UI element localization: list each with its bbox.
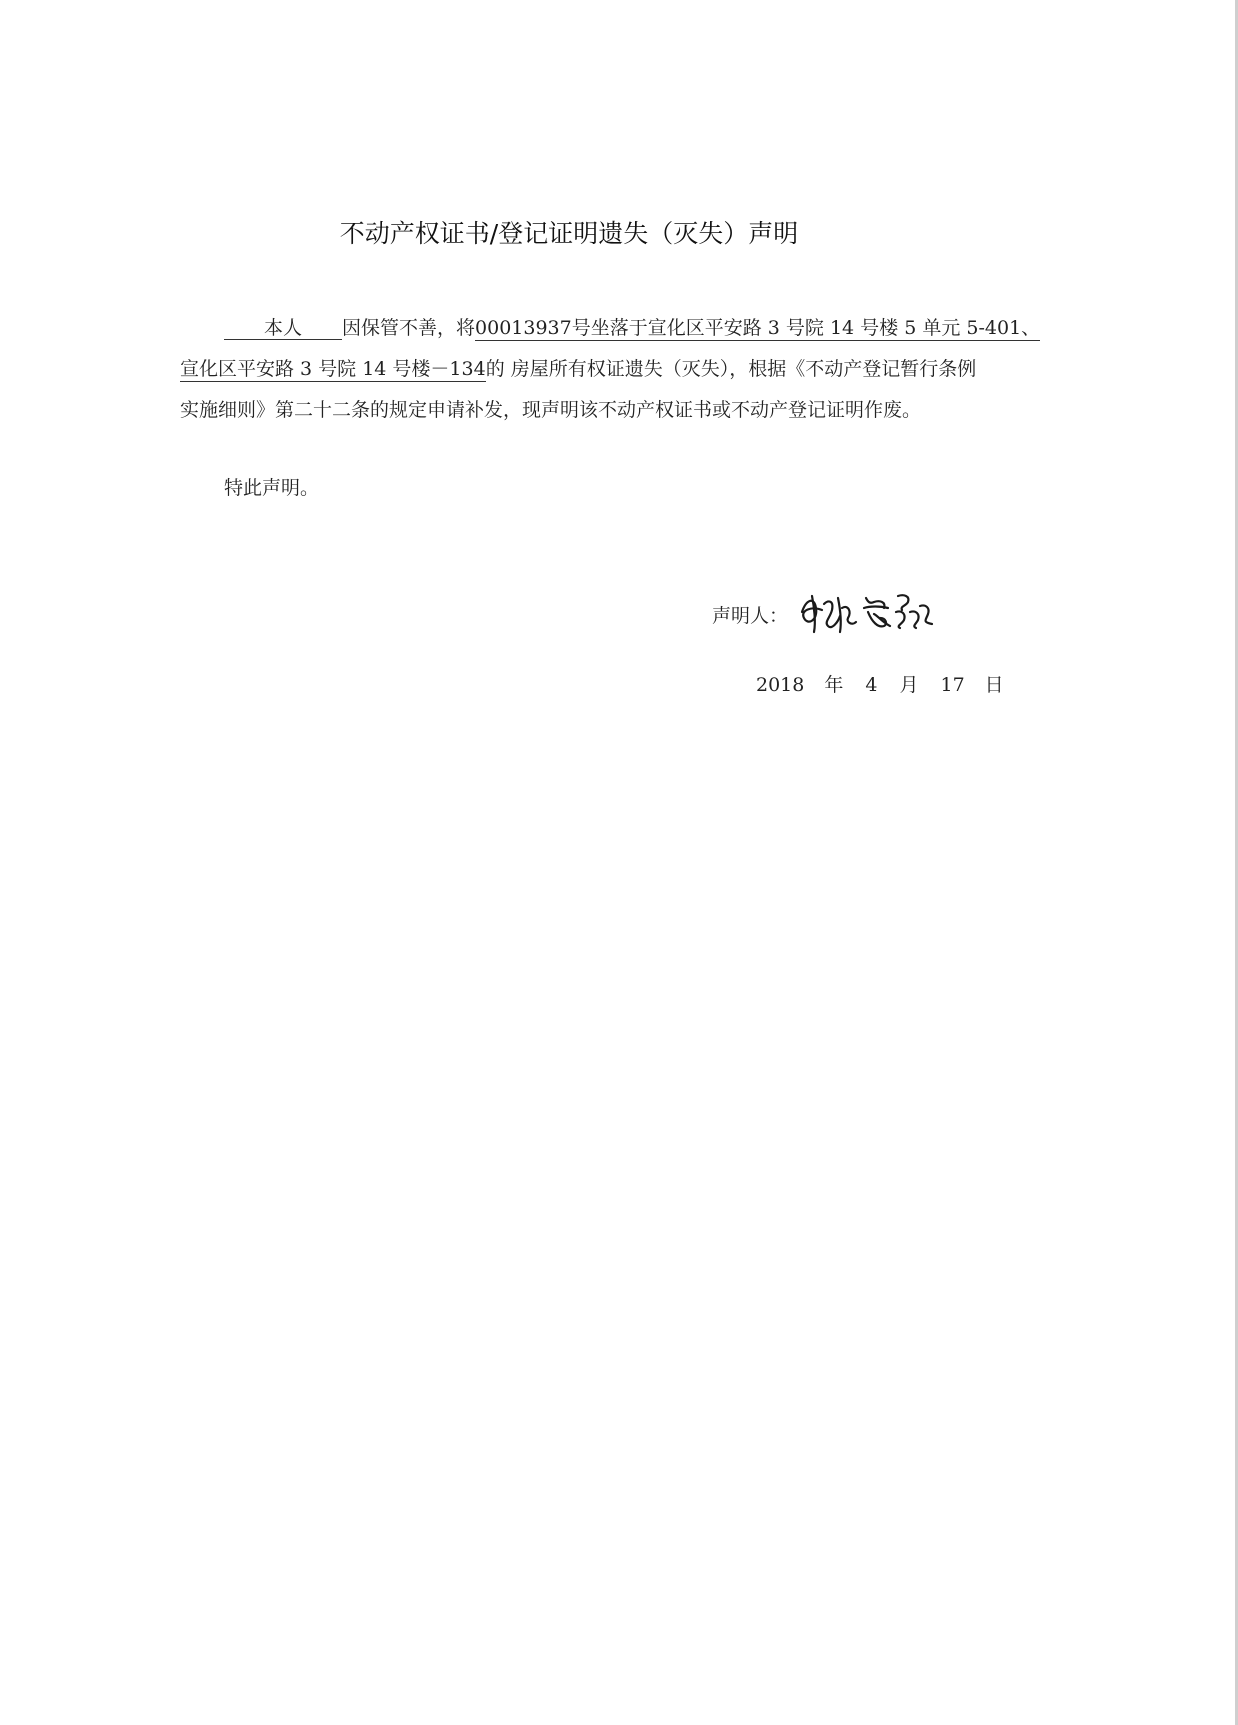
paragraph-text-3: 的 房屋所有权证遗失（灭失），根据《不动产登记暂行条例 (485, 358, 977, 380)
declarant-block (712, 586, 944, 642)
address-part-2: 宣化区平安路 3 号院 14 号楼－134 (180, 358, 486, 380)
certificate-number: 00013937 (475, 317, 572, 339)
date-year-unit: 年 (824, 674, 844, 696)
date-month-unit: 月 (899, 674, 919, 696)
declaration-date (756, 670, 1004, 697)
paragraph-line-1 (180, 308, 1040, 349)
paragraph-text-2: 号坐落于 (571, 317, 648, 339)
paragraph-line-2 (180, 349, 1040, 390)
paragraph-line-3 (180, 390, 1040, 431)
address-part-1: 宣化区平安路 3 号院 14 号楼 5 单元 5-401、 (647, 317, 1041, 339)
paragraph-text-1: 因保管不善，将 (342, 317, 476, 339)
handwritten-signature (794, 582, 944, 638)
declarant-label: 声明人： (712, 604, 789, 627)
date-day-unit: 日 (984, 674, 1004, 696)
date-month: 4 (865, 674, 878, 696)
date-year: 2018 (756, 674, 805, 696)
date-day: 17 (940, 674, 965, 696)
name-blank: 本人 (224, 317, 342, 340)
document-title: 不动产权证书/登记证明遗失（灭失）声明 (339, 219, 799, 248)
closing-statement: 特此声明。 (224, 477, 320, 499)
statement-paragraph (180, 308, 1040, 431)
paragraph-text-4: 实施细则》第二十二条的规定申请补发，现声明该不动产权证书或不动产登记证明作废。 (180, 399, 922, 421)
